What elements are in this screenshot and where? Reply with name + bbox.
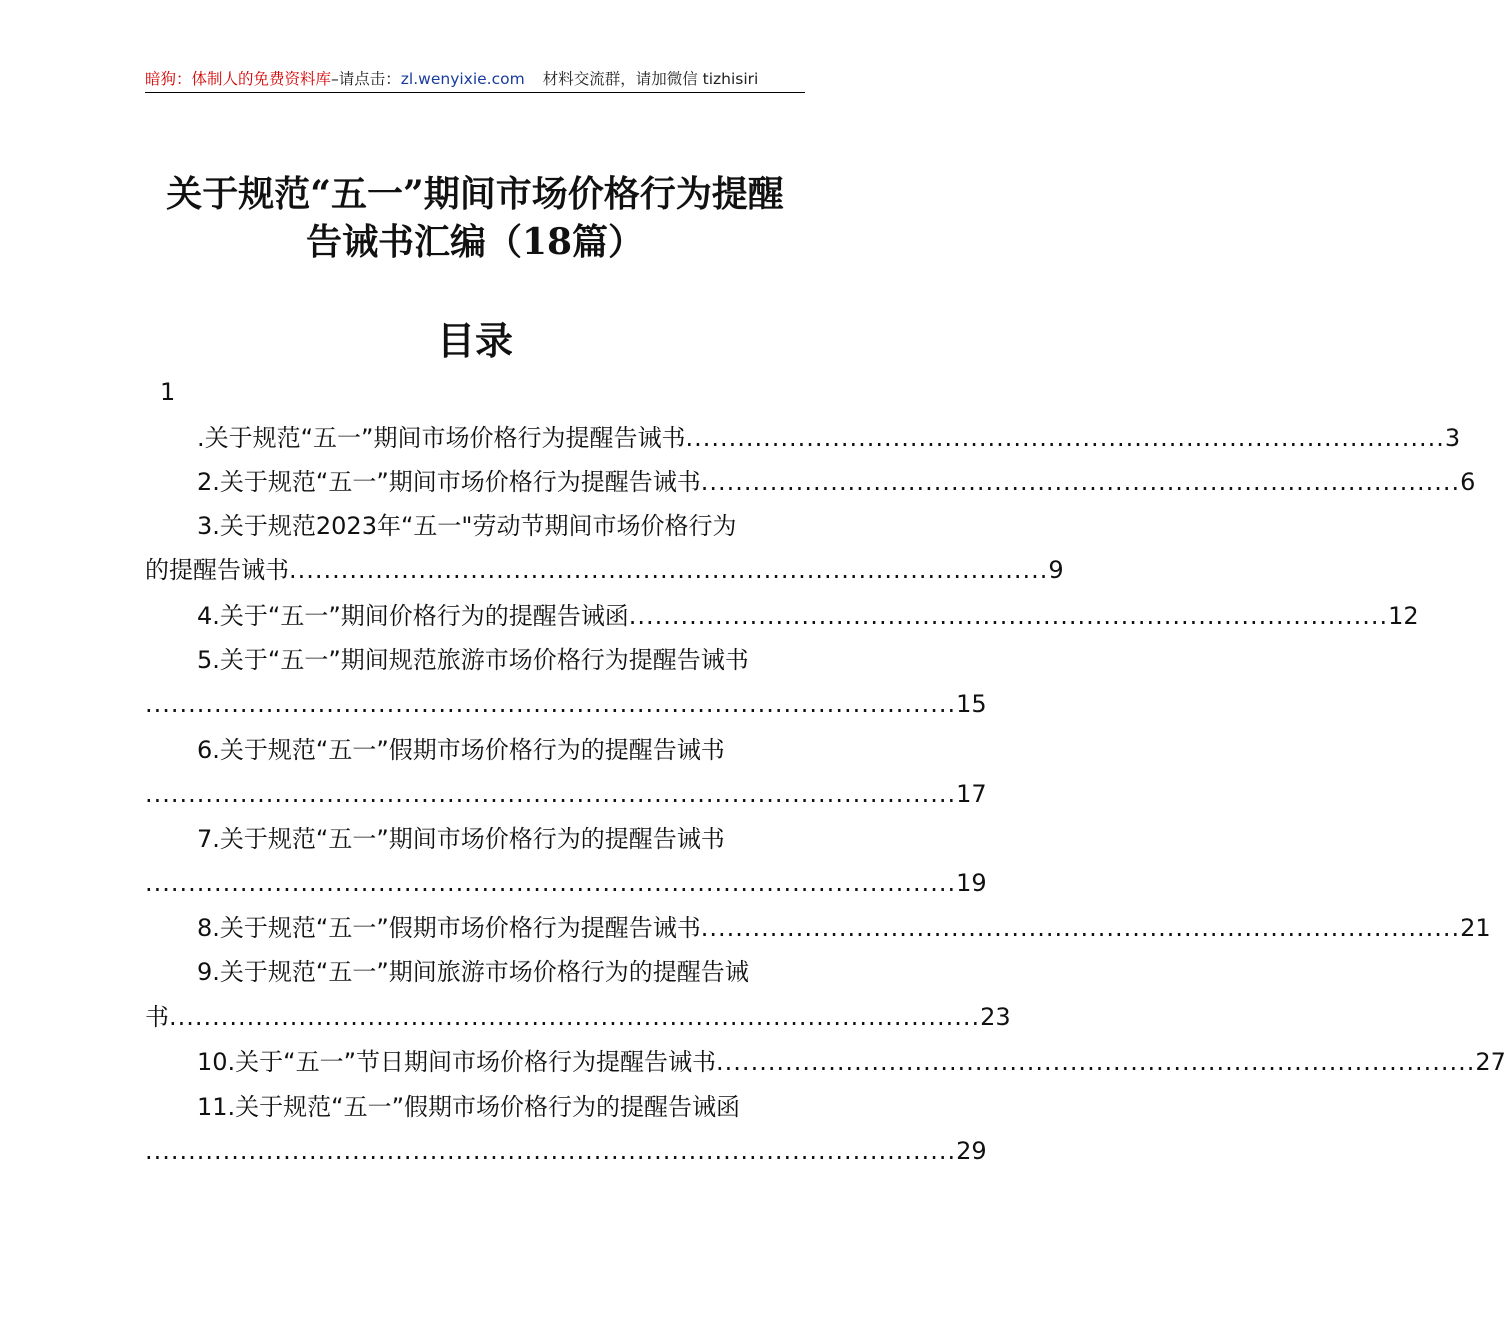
toc-entry-8[interactable] [145, 906, 1491, 950]
toc-entry-7-line-2[interactable] [145, 861, 987, 905]
toc-leader-dots: ........................................................................................ [685, 424, 1445, 452]
banner-click-prompt: –请点击： [331, 70, 401, 88]
toc-page-number: 9 [1048, 556, 1064, 584]
toc-page-number: 3 [1444, 424, 1461, 452]
toc-entry-11-line-2[interactable] [145, 1129, 987, 1173]
document-title-line-2: 告诫书汇编（18篇） [305, 221, 645, 263]
toc-entry-5-line-1[interactable] [145, 638, 805, 682]
toc-page-number: 12 [1388, 602, 1419, 630]
toc-leader-dots: .............................................................................................. [169, 1003, 981, 1031]
toc-entry-text: 4.关于“五一”期间价格行为的提醒告诫函 [197, 602, 629, 630]
toc-page-number: 21 [1460, 914, 1491, 942]
banner-contact-text: 材料交流群，请加微信 tizhisiri [542, 70, 759, 88]
toc-leader-dots: ........................................................................................ [700, 914, 1461, 942]
toc-page-number: 27 [1475, 1048, 1506, 1076]
toc-entry-text: 11.关于规范“五一”假期市场价格行为的提醒告诫函 [197, 1093, 741, 1121]
top-banner [145, 66, 805, 93]
toc-entry-text: 6.关于规范“五一”假期市场价格行为的提醒告诫书 [197, 736, 725, 764]
toc-leader-dots: .............................................................................................. [145, 1137, 957, 1165]
toc-page-number: 23 [980, 1003, 1011, 1031]
toc-entry-1-number: 1 [160, 378, 176, 406]
toc-entry-6-line-2[interactable] [145, 772, 987, 816]
toc-leader-dots: ........................................................................................ [716, 1048, 1476, 1076]
toc-entry-6-line-1[interactable] [145, 728, 805, 772]
toc-leader-dots: ........................................................................................ [289, 556, 1049, 584]
toc-entry-2[interactable] [145, 460, 1476, 504]
toc-leader-dots: .............................................................................................. [145, 780, 957, 808]
toc-entry-1[interactable] [145, 416, 1461, 460]
toc-entry-9-line-1[interactable] [145, 950, 805, 994]
toc-entry-text: 10.关于“五一”节日期间市场价格行为提醒告诫书 [197, 1048, 717, 1076]
toc-entry-3-line-2[interactable] [145, 548, 1064, 592]
banner-brand-text: 暗狗：体制人的免费资料库 [145, 70, 332, 88]
toc-entry-text: .关于规范“五一”期间市场价格行为提醒告诫书 [197, 424, 686, 452]
toc-entry-10[interactable] [145, 1040, 1506, 1084]
toc-leader-dots: .............................................................................................. [145, 690, 957, 718]
toc-entry-5-line-2[interactable] [145, 682, 987, 726]
toc-entry-text: 8.关于规范“五一”假期市场价格行为提醒告诫书 [197, 914, 701, 942]
toc-entry-11-line-1[interactable] [145, 1085, 805, 1129]
toc-entry-text: 3.关于规范2023年“五一"劳动节期间市场价格行为 [197, 512, 737, 540]
toc-entry-text: 5.关于“五一”期间规范旅游市场价格行为提醒告诫书 [197, 646, 749, 674]
document-title-line-1: 关于规范“五一”期间市场价格行为提醒 [166, 173, 784, 215]
toc-page-number: 17 [956, 780, 987, 808]
toc-entry-text: 7.关于规范“五一”期间市场价格行为的提醒告诫书 [197, 825, 725, 853]
toc-heading: 目录 [436, 318, 513, 363]
toc-leader-dots: ........................................................................................ [700, 468, 1461, 496]
toc-leader-dots: ........................................................................................ [628, 602, 1389, 630]
toc-entry-3-line-1[interactable] [145, 504, 805, 548]
toc-entry-text: 2.关于规范“五一”期间市场价格行为提醒告诫书 [197, 468, 701, 496]
banner-link[interactable]: zl.wenyixie.com [400, 70, 525, 88]
toc-entry-text: 的提醒告诫书 [145, 556, 289, 584]
toc-page-number: 6 [1460, 468, 1476, 496]
toc-entry-4[interactable] [145, 594, 1419, 638]
toc-page-number: 29 [956, 1137, 987, 1165]
toc-entry-7-line-1[interactable] [145, 817, 805, 861]
toc-page-number: 15 [956, 690, 987, 718]
toc-entry-text: 书 [145, 1003, 169, 1031]
toc-page-number: 19 [956, 869, 987, 897]
toc-leader-dots: .............................................................................................. [145, 869, 957, 897]
toc-entry-9-line-2[interactable] [145, 995, 1011, 1039]
toc-entry-text: 9.关于规范“五一”期间旅游市场价格行为的提醒告诫 [197, 958, 749, 986]
